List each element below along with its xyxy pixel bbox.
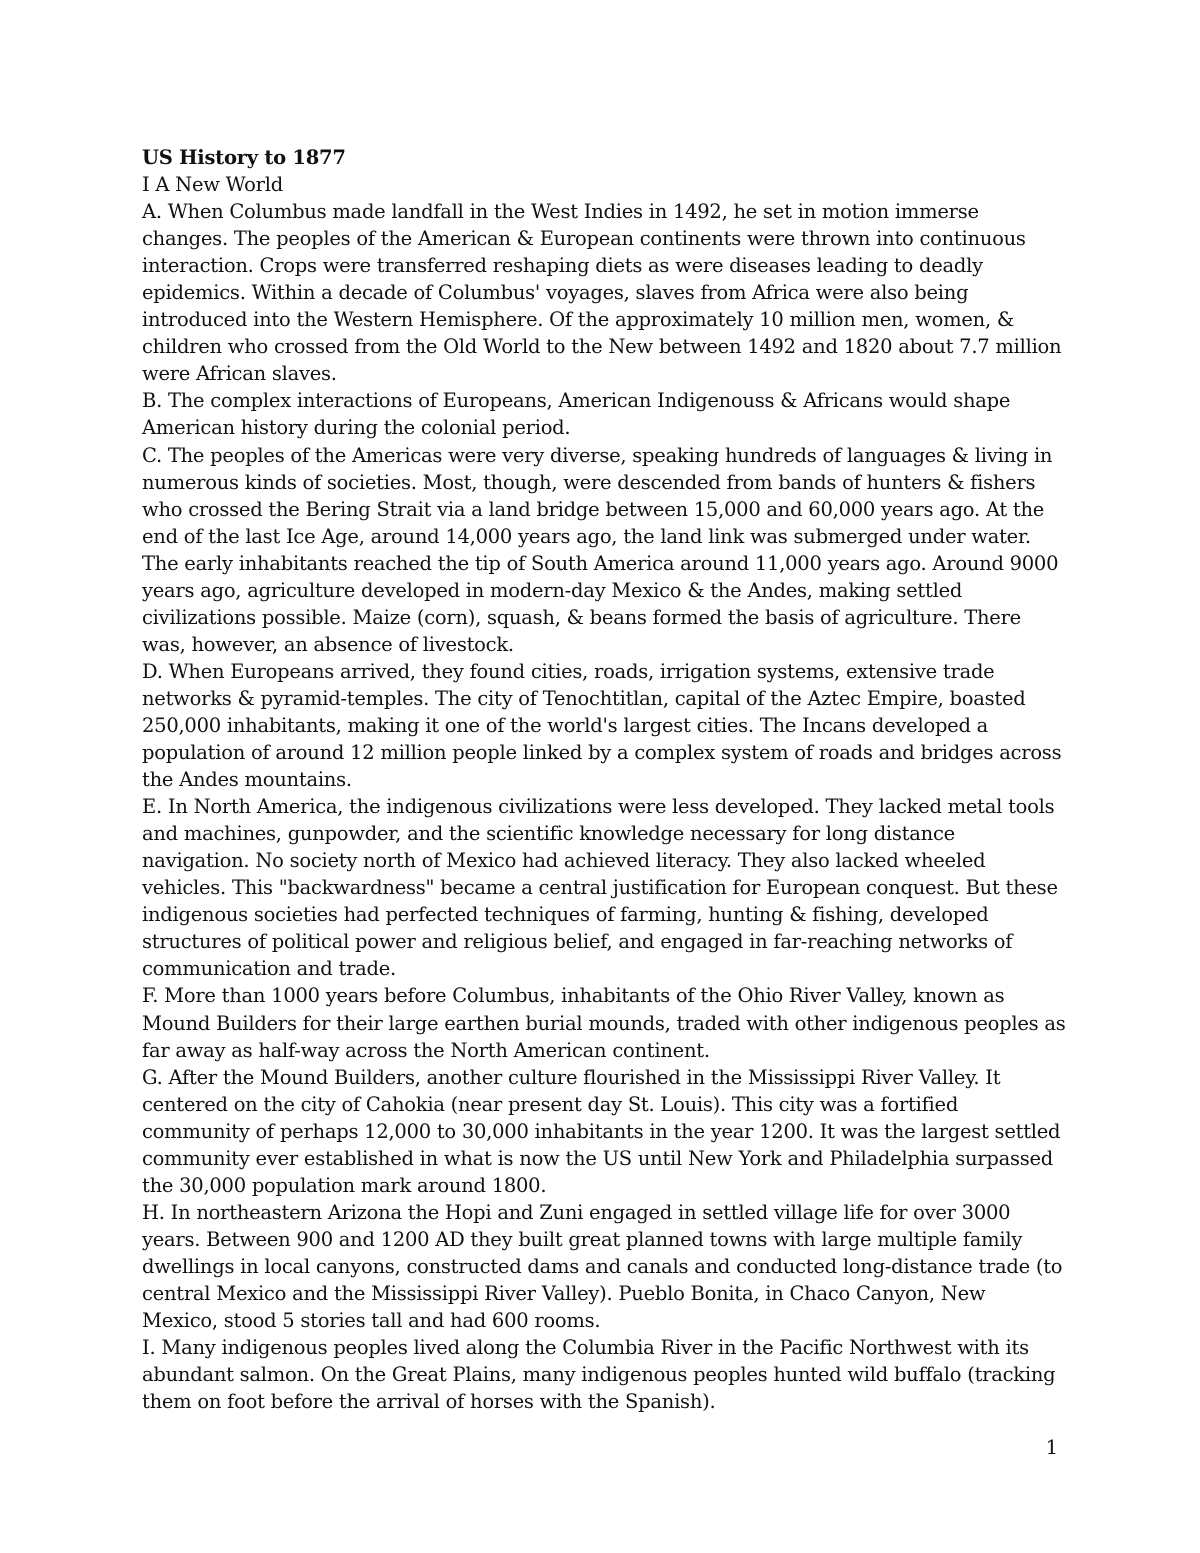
paragraph-c: C. The peoples of the Americas were very diverse, speaking hundreds of languages & living in numerous kinds of societies. Most, though, were descended from bands of hunters & fishers who crossed the Bering Strait via a land bridge between 15,000 and 60,000 years ago. At the end of the last Ice Age, around 14,000 years ago, the land link was submerged under water. The early inhabitants reached the tip of South America around 11,000 years ago. Around 9000 years ago, agriculture developed in modern-day Mexico & the Andes, making settled civilizations possible. Maize (corn), squash, & beans formed the basis of agriculture. There was, however, an absence of livestock.: [142, 443, 1059, 656]
paragraph-h: H. In northeastern Arizona the Hopi and Zuni engaged in settled village life for over 3000 years. Between 900 and 1200 AD they built great planned towns with large multiple family dwellings in local canyons, constructed dams and canals and conducted long-distance trade (to central Mexico and the Mississippi River Valley). Pueblo Bonita, in Chaco Canyon, New Mexico, stood 5 stories tall and had 600 rooms.: [142, 1200, 1063, 1333]
paragraph-b: B. The complex interactions of Europeans, American Indigenouss & Africans would shape American history during the colonial period.: [142, 389, 1011, 440]
document-body: [142, 144, 1067, 1415]
section-heading: I A New World: [142, 173, 283, 197]
paragraph-i: I. Many indigenous peoples lived along the Columbia River in the Pacific Northwest with its abundant salmon. On the Great Plains, many indigenous peoples hunted wild buffalo (tracking them on foot before the arrival of horses with the Spanish).: [142, 1336, 1056, 1414]
paragraph-e: E. In North America, the indigenous civilizations were less developed. They lacked metal tools and machines, gunpowder, and the scientific knowledge necessary for long distance navigation. No society north of Mexico had achieved literacy. They also lacked wheeled vehicles. This "backwardness" became a central justification for European conquest. But these indigenous societies had perfected techniques of farming, hunting & fishing, developed structures of political power and religious belief, and engaged in far-reaching networks of communication and trade.: [142, 795, 1058, 981]
document-title: US History to 1877: [142, 146, 346, 169]
paragraph-f: F. More than 1000 years before Columbus, inhabitants of the Ohio River Valley, known as Mound Builders for their large earthen burial mounds, traded with other indigenous peoples as far away as half-way across the North American continent.: [142, 984, 1066, 1062]
page-number: 1: [1045, 1436, 1058, 1459]
paragraph-a: A. When Columbus made landfall in the West Indies in 1492, he set in motion immerse changes. The peoples of the American & European continents were thrown into continuous interaction. Crops were transferred reshaping diets as were diseases leading to deadly epidemics. Within a decade of Columbus' voyages, slaves from Africa were also being introduced into the Western Hemisphere. Of the approximately 10 million men, women, & children who crossed from the Old World to the New between 1492 and 1820 about 7.7 million were African slaves.: [142, 200, 1062, 386]
paragraph-d: D. When Europeans arrived, they found cities, roads, irrigation systems, extensive trade networks & pyramid-temples. The city of Tenochtitlan, capital of the Aztec Empire, boasted 250,000 inhabitants, making it one of the world's largest cities. The Incans developed a population of around 12 million people linked by a complex system of roads and bridges across the Andes mountains.: [142, 659, 1062, 792]
paragraph-g: G. After the Mound Builders, another culture flourished in the Mississippi River Valley. It centered on the city of Cahokia (near present day St. Louis). This city was a fortified community of perhaps 12,000 to 30,000 inhabitants in the year 1200. It was the largest settled community ever established in what is now the US until New York and Philadelphia surpassed the 30,000 population mark around 1800.: [142, 1065, 1061, 1197]
